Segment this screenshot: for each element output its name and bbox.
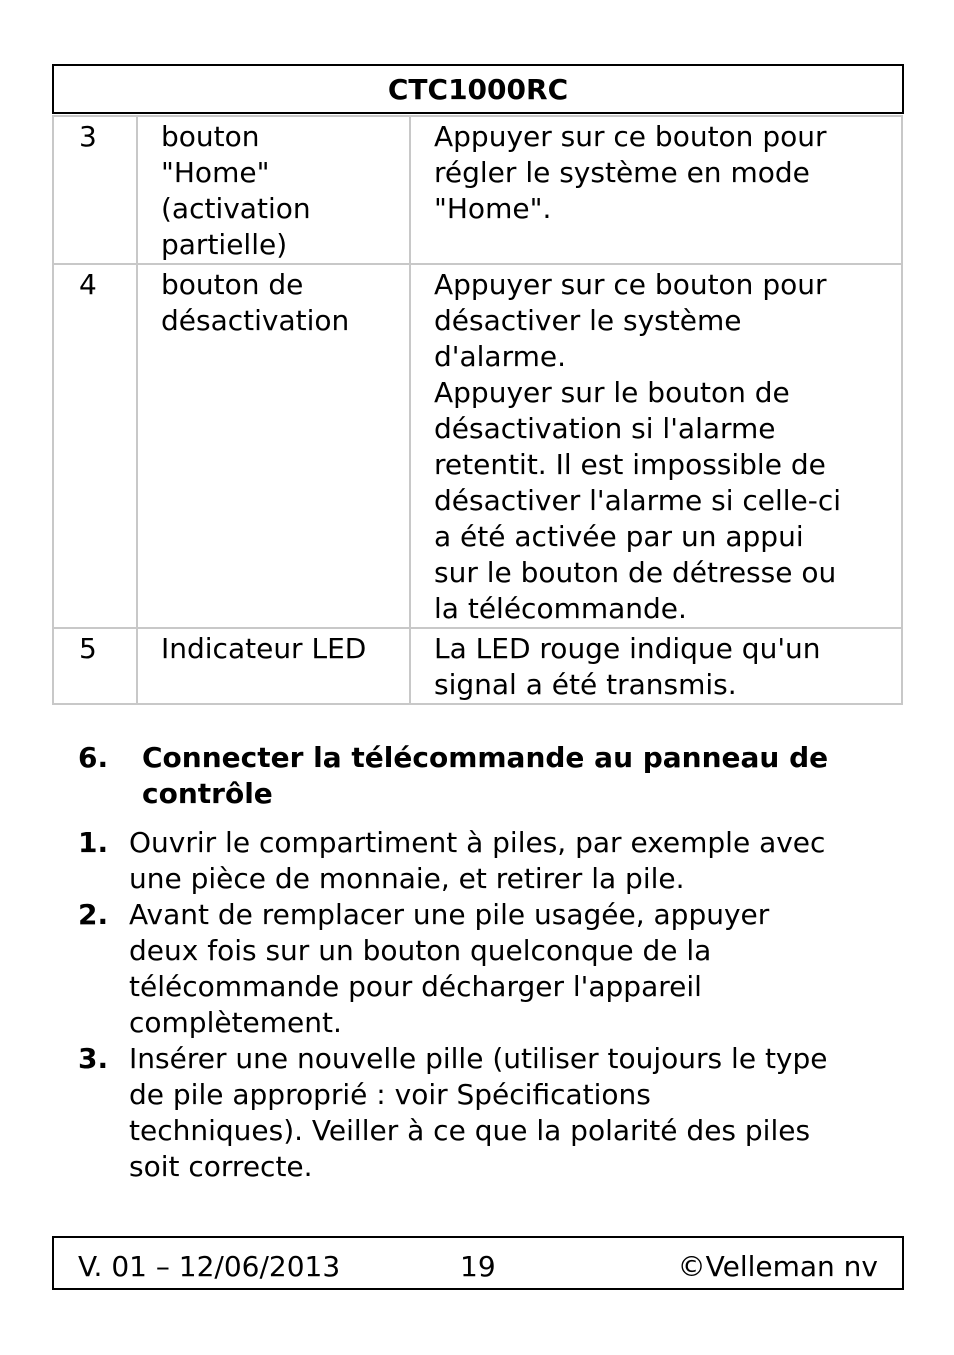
controls-table (52, 115, 903, 705)
table-row (53, 628, 902, 704)
step-number: 3. (78, 1042, 109, 1075)
row-number: 3 (53, 116, 137, 264)
instruction-list (78, 825, 898, 1185)
header-title-box (52, 64, 904, 114)
row-name: Indicateur LED (137, 628, 410, 704)
list-item: 1. Ouvrir le compartiment à piles, par exemple avec une pièce de monnaie, et retirer la pile. (78, 826, 826, 895)
row-number: 4 (53, 264, 137, 628)
section-number: 6. (78, 741, 109, 774)
list-item: 2. Avant de remplacer une pile usagée, appuyer deux fois sur un bouton quelconque de la télécommande pour décharger l'appareil complètement. (78, 898, 770, 1039)
row-description: Appuyer sur ce bouton pour régler le système en mode "Home". (410, 116, 902, 264)
row-description: Appuyer sur ce bouton pour désactiver le système d'alarme. Appuyer sur le bouton de désactivation si l'alarme retentit. Il est impossible de désactiver l'alarme si celle-ci a été activée par un appui sur le bouton de détresse ou la télécommande. (410, 264, 902, 628)
row-description: La LED rouge indique qu'un signal a été transmis. (410, 628, 902, 704)
table-row (53, 116, 902, 264)
row-number: 5 (53, 628, 137, 704)
row-name: bouton de désactivation (137, 264, 410, 628)
step-number: 2. (78, 898, 109, 931)
section-heading (78, 740, 898, 812)
table-row (53, 264, 902, 628)
footer-copyright: ©Velleman nv (677, 1250, 878, 1283)
row-name: bouton "Home" (activation partielle) (137, 116, 410, 264)
page-footer (52, 1236, 904, 1290)
document-title: CTC1000RC (387, 73, 569, 106)
list-item: 3. Insérer une nouvelle pille (utiliser toujours le type de pile approprié : voir Spécifications techniques). Veiller à ce que la polarité des piles soit correcte. (78, 1042, 828, 1183)
footer-version: V. 01 – 12/06/2013 (78, 1250, 341, 1283)
section-title: Connecter la télécommande au panneau de contrôle (142, 741, 829, 810)
step-number: 1. (78, 826, 109, 859)
footer-page-number: 19 (460, 1250, 496, 1283)
